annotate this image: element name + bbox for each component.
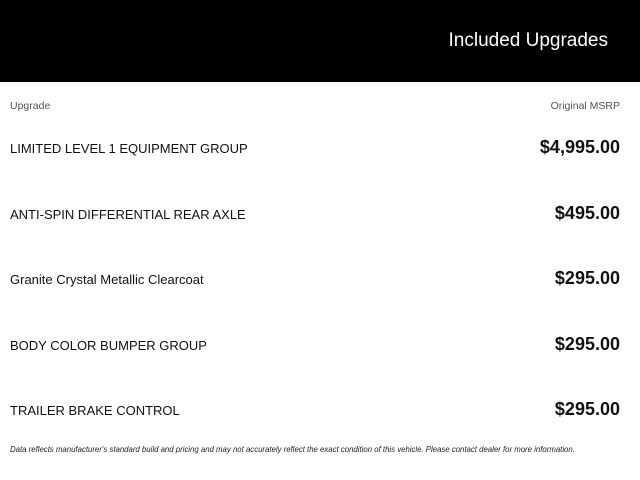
table-row	[0, 377, 640, 443]
upgrade-price: $295.00	[554, 333, 620, 354]
upgrade-price: $495.00	[554, 202, 620, 223]
upgrade-name: TRAILER BRAKE CONTROL	[10, 403, 180, 419]
table-row	[0, 312, 640, 378]
page-title: Included Upgrades	[448, 30, 608, 51]
upgrade-name: Granite Crystal Metallic Clearcoat	[10, 272, 204, 288]
table-row	[0, 115, 640, 181]
upgrade-price: $295.00	[554, 399, 620, 420]
upgrade-price: $295.00	[554, 268, 620, 289]
column-header-upgrade: Upgrade	[10, 100, 51, 112]
upgrade-name: BODY COLOR BUMPER GROUP	[10, 337, 207, 353]
header-bar	[0, 0, 640, 82]
table-row	[0, 246, 640, 312]
table-row	[0, 181, 640, 247]
column-header-msrp: Original MSRP	[550, 100, 620, 112]
disclaimer-text: Data reflects manufacturer's standard build and pricing and may not accurately reflect the exact condition of this vehicle. Please contact dealer for more information.	[10, 445, 575, 454]
upgrade-name: ANTI-SPIN DIFFERENTIAL REAR AXLE	[10, 206, 246, 222]
upgrade-name: LIMITED LEVEL 1 EQUIPMENT GROUP	[10, 141, 248, 156]
upgrades-table	[0, 115, 640, 443]
upgrade-price: $4,995.00	[539, 137, 620, 157]
